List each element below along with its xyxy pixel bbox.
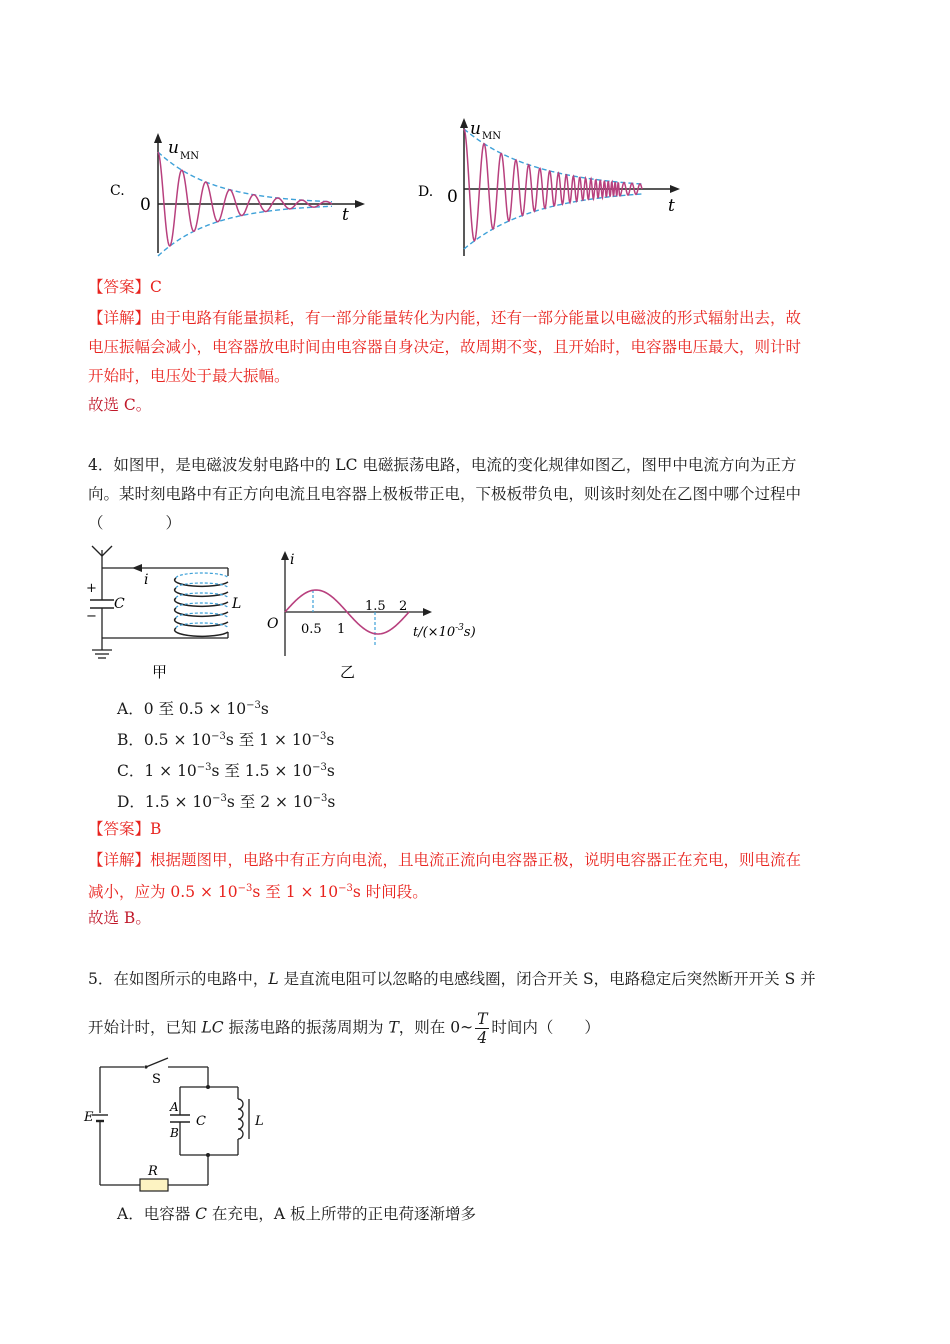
damped-wave <box>158 152 332 246</box>
inductor-coil <box>175 573 228 636</box>
q4-explain-2: 减小，应为 $0.5 \times 10^{-3}s$ 至 $1 \times 10^{-3}s$ 时间段。 <box>88 883 428 901</box>
q3-explain-2: 电压振幅会减小，电容器放电时间由电容器自身决定，故周期不变，且开始时，电容器电压最大，则计时 <box>88 338 802 356</box>
graph-option-c <box>100 128 370 258</box>
answer-value: C <box>150 278 162 296</box>
q5-stem-1: 5．在如图所示的电路中，L 是直流电阻可以忽略的电感线圈，闭合开关 S，电路稳定后突然断开开关 S 并 <box>88 970 816 988</box>
caption-yi: 乙 <box>340 663 356 681</box>
q5-stem-2: 开始计时，已知 LC 振荡电路的振荡周期为 T，则在 0~ $\frac{T}{4}$ 时间内（ ） <box>88 1010 600 1047</box>
circuit-jia <box>80 540 250 685</box>
coil-back-turn <box>176 573 228 578</box>
explain-text: 由于电路有能量损耗，有一部分能量转化为内能，还有一部分能量以电磁波的形式辐射出去，故 <box>150 309 802 327</box>
q4-stem-2: 向。某时刻电路中有正方向电流且电容器上极板带正电，下极板带负电，则该时刻处在乙图中哪个过程中 <box>88 485 802 503</box>
q4-explain-1: 【详解】根据题图甲，电路中有正方向电流，且电流正流向电容器正极，说明电容器正在充电，则电流在 <box>88 851 802 869</box>
graph-d-x-axis: t <box>668 196 675 216</box>
q3-explain-3: 开始时，电压处于最大振幅。 <box>88 367 290 385</box>
caption-jia: 甲 <box>152 663 168 681</box>
graph-c-y-sub: MN <box>180 151 199 162</box>
tick-0-5: 0.5 <box>301 622 322 637</box>
tick-1-5: 1.5 <box>365 599 386 614</box>
plus-sign: + <box>86 581 97 596</box>
graph-yi-x-axis: $t/(\times 10^{-3}s)$ <box>413 623 476 640</box>
answer-tag: 【答案】 <box>88 278 151 296</box>
resistor-label: R <box>148 1164 158 1179</box>
q3-explain-1 <box>88 308 801 328</box>
inductor-label: L <box>255 1114 264 1129</box>
capacitor-label: C <box>114 596 125 612</box>
tick-2: 2 <box>399 599 408 614</box>
circuit-q5 <box>80 1055 280 1195</box>
q3-answer <box>88 277 162 297</box>
current-label: i <box>144 572 149 588</box>
plate-a-label: A <box>170 1100 179 1114</box>
graph-c-label: C. <box>110 183 125 199</box>
q3-conclusion: 故选 C。 <box>88 396 152 414</box>
graph-d-label: D. <box>418 184 434 200</box>
explain-tag: 【详解】 <box>88 309 151 327</box>
q4-stem-3: （ ） <box>88 514 182 532</box>
q4-answer: 【答案】B <box>88 820 162 838</box>
q4-option-a[interactable]: A．0 至 $0.5 \times 10^{-3}s$ <box>117 700 269 718</box>
q4-stem-1: 4．如图甲，是电磁波发射电路中的 LC 电磁振荡电路，电流的变化规律如图乙，图甲中电流方向为正方 <box>88 456 797 474</box>
minus-sign: − <box>86 609 97 624</box>
coil-front-turn <box>175 628 228 636</box>
emf-label: E <box>84 1110 94 1125</box>
graph-d-origin: 0 <box>447 187 458 207</box>
graph-yi <box>265 548 495 683</box>
graph-yi-y-axis: i <box>290 552 295 568</box>
q4-option-c[interactable]: C．$1 \times 10^{-3}s$ 至 $1.5 \times 10^{-3}s$ <box>117 762 335 780</box>
q5-option-a[interactable]: A．电容器 C 在充电，A 板上所带的正电荷逐渐增多 <box>117 1205 477 1223</box>
graph-c-y-axis: u <box>168 138 179 158</box>
envelope-lower <box>158 206 332 256</box>
q4-option-d[interactable]: D．$1.5 \times 10^{-3}s$ 至 $2 \times 10^{-3}s$ <box>117 793 336 811</box>
graph-yi-origin: O <box>267 616 279 632</box>
tick-1: 1 <box>337 622 346 637</box>
inductor-label: L <box>232 596 242 612</box>
q4-option-b[interactable]: B．$0.5 \times 10^{-3}s$ 至 $1 \times 10^{-3}s$ <box>117 731 335 749</box>
fraction-t-over-4: $\frac{T}{4}$ <box>477 1010 488 1047</box>
graph-d-y-axis: u <box>470 119 481 139</box>
graph-c-x-axis: t <box>342 205 349 225</box>
plate-b-label: B <box>170 1126 179 1140</box>
capacitor-label: C <box>196 1114 206 1129</box>
graph-d-y-sub: MN <box>482 131 501 142</box>
switch-label: S <box>152 1072 161 1087</box>
graph-c-origin: 0 <box>140 195 151 215</box>
q4-conclusion: 故选 B。 <box>88 909 151 927</box>
damped-wave <box>464 129 642 241</box>
graph-option-d <box>410 112 690 260</box>
